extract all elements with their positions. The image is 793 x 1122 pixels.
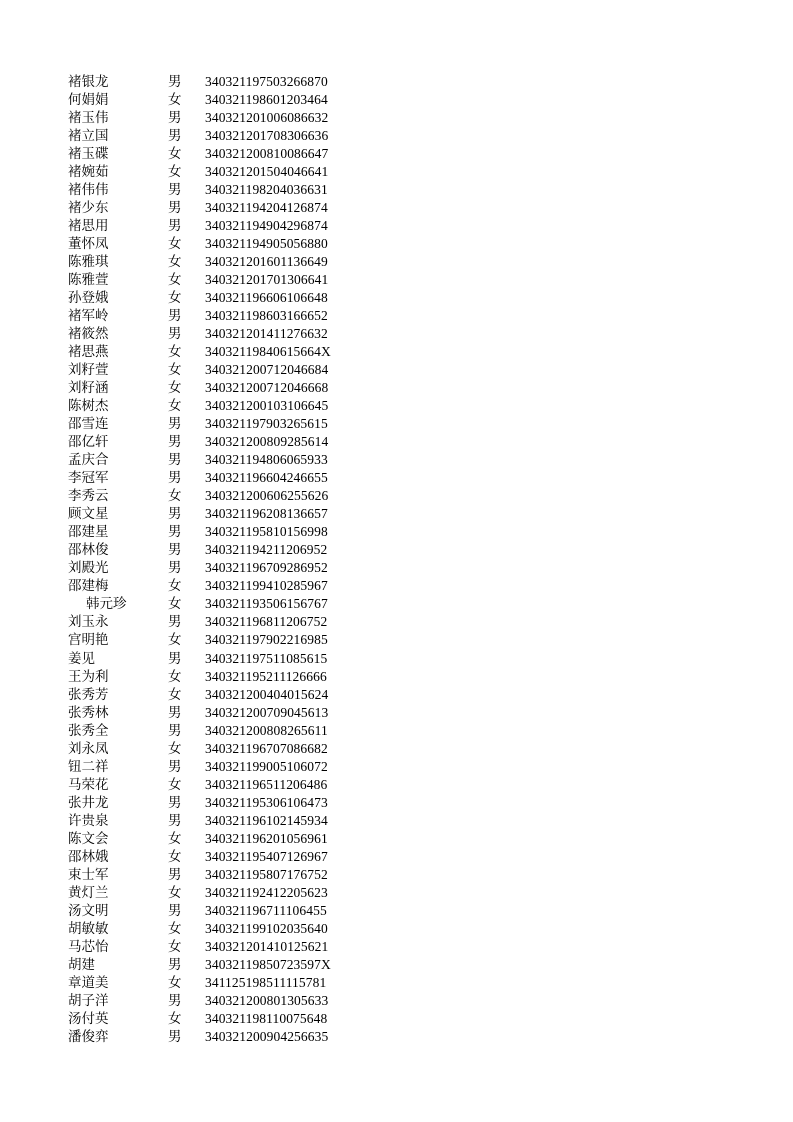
person-name: 马荣花 [68,776,109,793]
person-name: 汤文明 [68,902,109,919]
person-id-number: 340321200103106645 [205,398,329,414]
table-row [0,109,793,127]
person-id-number: 340321201411276632 [205,326,328,342]
person-gender: 女 [168,632,182,649]
person-id-number: 340321201504046641 [205,164,329,180]
person-name: 宫明艳 [68,632,109,649]
person-gender: 男 [168,650,182,667]
person-id-number: 340321194905056880 [205,236,328,252]
person-id-number: 340321201410125621 [205,938,329,954]
person-gender: 男 [168,470,182,487]
table-row [0,361,793,379]
person-id-number: 340321201601136649 [205,254,328,270]
table-row [0,163,793,181]
table-row [0,433,793,451]
person-gender: 女 [168,686,182,703]
person-name: 韩元珍 [86,596,127,613]
person-gender: 男 [168,200,182,217]
table-row [0,613,793,631]
table-row [0,181,793,199]
table-row [0,920,793,938]
table-row [0,397,793,415]
table-row [0,91,793,109]
person-id-number: 340321199102035640 [205,920,328,936]
person-gender: 男 [168,128,182,145]
person-id-number: 340321200904256635 [205,1028,329,1044]
person-id-number: 340321200404015624 [205,686,329,702]
person-id-number: 340321199005106072 [205,758,328,774]
person-name: 褚伟伟 [68,182,109,199]
person-gender: 男 [168,704,182,721]
person-id-number: 340321200712046668 [205,380,329,396]
person-id-number: 34032119840615664X [205,344,331,360]
person-name: 刘殿光 [68,560,109,577]
person-id-number: 340321195407126967 [205,848,328,864]
table-row [0,668,793,686]
person-name: 陈文会 [68,830,109,847]
person-name: 邵建星 [68,524,109,541]
table-row [0,974,793,992]
person-id-number: 340321200810086647 [205,146,329,162]
table-row [0,631,793,649]
person-id-number: 340321196604246655 [205,470,328,486]
person-gender: 女 [168,380,182,397]
person-id-number: 340321196201056961 [205,830,328,846]
person-id-number: 340321201701306641 [205,272,329,288]
person-gender: 男 [168,812,182,829]
person-id-number: 340321196102145934 [205,812,328,828]
person-gender: 男 [168,416,182,433]
table-row [0,307,793,325]
person-name: 孟庆合 [68,452,109,469]
table-row [0,235,793,253]
person-gender: 女 [168,974,182,991]
person-name: 邵雪连 [68,416,109,433]
person-id-number: 340321197511085615 [205,650,328,666]
person-name: 张秀全 [68,722,109,739]
roster-table [0,73,793,1046]
person-id-number: 340321194806065933 [205,452,328,468]
table-row [0,722,793,740]
person-gender: 女 [168,254,182,271]
person-gender: 男 [168,542,182,559]
person-id-number: 340321195807176752 [205,866,328,882]
person-gender: 女 [168,164,182,181]
person-name: 张秀芳 [68,686,109,703]
person-id-number: 340321198601203464 [205,92,328,108]
table-row [0,1028,793,1046]
person-id-number: 340321197902216985 [205,632,328,648]
person-id-number: 340321196208136657 [205,506,328,522]
person-name: 刘籽涵 [68,380,109,397]
table-row [0,217,793,235]
person-id-number: 340321192412205623 [205,884,328,900]
person-gender: 女 [168,740,182,757]
person-name: 邵林娥 [68,848,109,865]
person-gender: 女 [168,290,182,307]
person-id-number: 340321201708306636 [205,128,329,144]
table-row [0,812,793,830]
table-row [0,505,793,523]
table-row [0,704,793,722]
person-gender: 男 [168,452,182,469]
table-row [0,794,793,812]
person-gender: 男 [168,722,182,739]
person-name: 邵亿轩 [68,434,109,451]
person-gender: 女 [168,236,182,253]
table-row [0,1010,793,1028]
person-gender: 女 [168,920,182,937]
table-row [0,956,793,974]
person-name: 胡敏敏 [68,920,109,937]
person-id-number: 340321196709286952 [205,560,328,576]
table-row [0,992,793,1010]
person-gender: 男 [168,902,182,919]
person-gender: 女 [168,776,182,793]
table-row [0,938,793,956]
person-name: 邵林俊 [68,542,109,559]
person-gender: 男 [168,218,182,235]
person-id-number: 340321199410285967 [205,578,328,594]
table-row [0,650,793,668]
person-gender: 男 [168,182,182,199]
person-id-number: 340321195211126666 [205,668,327,684]
person-gender: 男 [168,326,182,343]
table-row [0,145,793,163]
table-row [0,451,793,469]
person-name: 褚玉伟 [68,110,109,127]
table-row [0,271,793,289]
table-row [0,379,793,397]
person-id-number: 340321196811206752 [205,614,328,630]
person-gender: 女 [168,596,182,613]
person-gender: 女 [168,488,182,505]
table-row [0,848,793,866]
person-id-number: 341125198511115781 [205,974,327,990]
person-gender: 女 [168,578,182,595]
person-name: 陈雅琪 [68,254,109,271]
table-row [0,559,793,577]
person-gender: 男 [168,758,182,775]
table-row [0,523,793,541]
person-id-number: 340321194204126874 [205,200,328,216]
person-id-number: 340321198110075648 [205,1010,328,1026]
person-name: 褚军岭 [68,308,109,325]
person-gender: 男 [168,434,182,451]
person-id-number: 340321195306106473 [205,794,328,810]
person-name: 褚银龙 [68,74,109,90]
person-gender: 女 [168,938,182,955]
person-id-number: 340321196707086682 [205,740,328,756]
person-id-number: 340321194211206952 [205,542,328,558]
person-gender: 男 [168,308,182,325]
person-gender: 女 [168,362,182,379]
person-gender: 女 [168,830,182,847]
person-id-number: 340321200809285614 [205,434,329,450]
person-id-number: 340321200709045613 [205,704,329,720]
person-name: 章道美 [68,974,109,991]
person-gender: 男 [168,956,182,973]
person-name: 褚思燕 [68,344,109,361]
person-id-number: 340321196711106455 [205,902,327,918]
person-name: 李秀云 [68,488,109,505]
table-row [0,776,793,794]
table-row [0,758,793,776]
person-id-number: 340321200808265611 [205,722,328,738]
person-name: 刘玉永 [68,614,109,631]
person-id-number: 340321196511206486 [205,776,328,792]
person-id-number: 340321200712046684 [205,362,329,378]
person-name: 何娟娟 [68,92,109,109]
person-id-number: 340321200801305633 [205,992,329,1008]
person-gender: 男 [168,992,182,1009]
person-gender: 女 [168,398,182,415]
person-name: 王为利 [68,668,109,685]
person-name: 董怀凤 [68,236,109,253]
table-row [0,127,793,145]
person-gender: 女 [168,272,182,289]
person-name: 顾文星 [68,506,109,523]
person-id-number: 340321197903265615 [205,416,328,432]
person-name: 潘俊弈 [68,1028,109,1045]
person-id-number: 340321193506156767 [205,596,328,612]
person-name: 褚玉碟 [68,146,109,163]
person-name: 许贵泉 [68,812,109,829]
person-id-number: 340321198603166652 [205,308,328,324]
person-gender: 男 [168,524,182,541]
person-name: 马芯怡 [68,938,109,955]
person-name: 孙登娥 [68,290,109,307]
person-gender: 男 [168,74,182,90]
person-id-number: 340321200606255626 [205,488,329,504]
person-name: 刘永凤 [68,740,109,757]
person-name: 邵建梅 [68,578,109,595]
person-gender: 女 [168,848,182,865]
table-row [0,541,793,559]
table-row [0,866,793,884]
person-id-number: 340321195810156998 [205,524,328,540]
table-row [0,199,793,217]
person-name: 褚少东 [68,200,109,217]
person-gender: 女 [168,1010,182,1027]
person-name: 陈雅萱 [68,272,109,289]
table-row [0,902,793,920]
person-gender: 男 [168,506,182,523]
table-row [0,830,793,848]
person-gender: 男 [168,110,182,127]
table-row [0,884,793,902]
person-name: 胡建 [68,956,95,973]
table-row [0,253,793,271]
person-id-number: 340321194904296874 [205,218,328,234]
person-gender: 女 [168,668,182,685]
person-id-number: 340321201006086632 [205,110,329,126]
person-gender: 男 [168,794,182,811]
person-name: 褚立国 [68,128,109,145]
person-name: 姜见 [68,650,95,667]
person-name: 汤付英 [68,1010,109,1027]
table-row [0,487,793,505]
person-id-number: 340321198204036631 [205,182,328,198]
person-name: 黄灯兰 [68,884,109,901]
person-gender: 男 [168,1028,182,1045]
person-gender: 女 [168,92,182,109]
table-row [0,73,793,91]
person-name: 李冠军 [68,470,109,487]
table-row [0,469,793,487]
table-row [0,740,793,758]
person-name: 刘籽萱 [68,362,109,379]
person-name: 褚筱然 [68,326,109,343]
person-id-number: 34032119850723597X [205,956,331,972]
person-gender: 男 [168,866,182,883]
person-name: 束士军 [68,866,109,883]
person-name: 褚思用 [68,218,109,235]
table-row [0,595,793,613]
table-row [0,577,793,595]
table-row [0,289,793,307]
table-row [0,343,793,361]
person-name: 褚婉茹 [68,164,109,181]
person-name: 陈树杰 [68,398,109,415]
person-id-number: 340321196606106648 [205,290,328,306]
person-name: 张秀林 [68,704,109,721]
person-gender: 男 [168,560,182,577]
table-row [0,325,793,343]
person-gender: 女 [168,344,182,361]
table-row [0,415,793,433]
person-name: 胡子洋 [68,992,109,1009]
person-name: 张井龙 [68,794,109,811]
person-gender: 男 [168,614,182,631]
person-id-number: 340321197503266870 [205,74,328,89]
person-gender: 女 [168,146,182,163]
person-gender: 女 [168,884,182,901]
person-name: 钮二祥 [68,758,109,775]
table-row [0,686,793,704]
